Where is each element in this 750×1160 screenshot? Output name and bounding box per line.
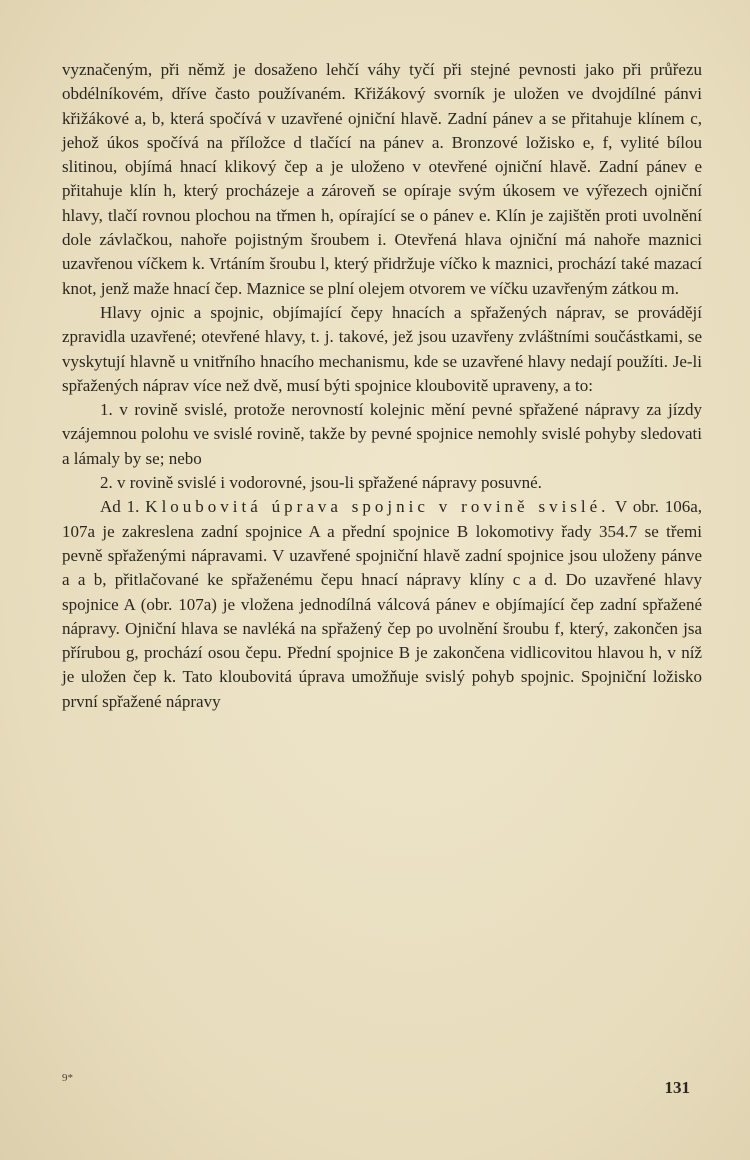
list-item-2: 2. v rovině svislé i vodorovné, jsou-li spřažené nápravy posuvné.: [100, 473, 542, 493]
paragraph-continuation: vyznačeným, při němž je dosaženo lehčí váhy tyčí při stejné pevnosti jako při průřezu obdélníkovém, dříve často používaném. Křižákový svorník je uložen ve dvojdílné pánvi křižákové a, b, která spočívá v uzavřené ojniční hlavě. Zadní pánev a se přitahuje klínem c, jehož úkos spočívá na příložce d tlačící na pánev a. Bronzové ložisko e, f, vylité bílou slitinou, objímá hnací klikový čep a je uloženo v otevřené ojniční hlavě. Zadní pánev e přitahuje klín h, který procházeje a zároveň se opíraje svým úkosem ve výřezech ojniční hlavy, tlačí rovnou plochou na třmen h, opírající se o pánev e. Klín je zajištěn proti uvolnění dole závlačkou, nahoře pojistným šroubem i. Otevřená hlava ojniční má nahoře maznici uzavřenou víčkem k. Vrtáním šroubu l, který přidržuje víčko k maznici, prochází také mazací knot, jenž maže hnací čep. Maznice se plní olejem otvorem ve víčku uzavřeným zátkou m.: [62, 60, 702, 298]
section-heading-spaced: Kloubovitá úprava spojnic v rovině svislé.: [145, 497, 610, 517]
signature-mark: 9*: [62, 1072, 73, 1084]
page-number: 131: [664, 1078, 690, 1097]
list-item-1: 1. v rovině svislé, protože nerovností kolejnic mění pevné spřažené nápravy za jízdy vzájemnou polohu ve svislé rovině, takže by pevné spojnice nemohly svislé pohyby sledovati a lámaly by se; nebo: [62, 400, 702, 468]
paragraph-heads: Hlavy ojnic a spojnic, objímající čepy hnacích a spřažených náprav, se provádějí zpravidla uzavřené; otevřené hlavy, t. j. takové, jež jsou uzavřeny zvláštními součástkami, se vyskytují hlavně u vnitřního hnacího mechanismu, kde se uzavřené hlavy nedají použíti. Je-li spřažených náprav více než dvě, musí býti spojnice kloubovitě upraveny, a to:: [62, 302, 702, 395]
paragraph-ad1: [62, 495, 702, 714]
body-text: [62, 58, 702, 714]
ad1-body: V obr. 106a, 107a je zakreslena zadní spojnice A a přední spojnice B lokomotivy řady 354.7 se třemi pevně spřaženými nápravami. V uzavřené spojniční hlavě zadní spojnice jsou uloženy pánve a a b, přitlačované ke spřaženému čepu hnací nápravy klíny c a d. Do uzavřené hlavy spojnice A (obr. 107a) je vložena jednodílná válcová pánev e objímající čep zadní spřažené nápravy. Ojniční hlava se navléká na spřažený čep po uvolnění šroubu f, který, zakončen jsa přírubou g, prochází osou čepu. Přední spojnice B je zakončena vidlicovitou hlavou h, v níž je uložen čep k. Tato kloubovitá úprava umožňuje svislý pohyb spojnic. Spojniční ložisko první spřažené nápravy: [62, 497, 702, 711]
ad1-lead: Ad 1.: [100, 497, 140, 517]
